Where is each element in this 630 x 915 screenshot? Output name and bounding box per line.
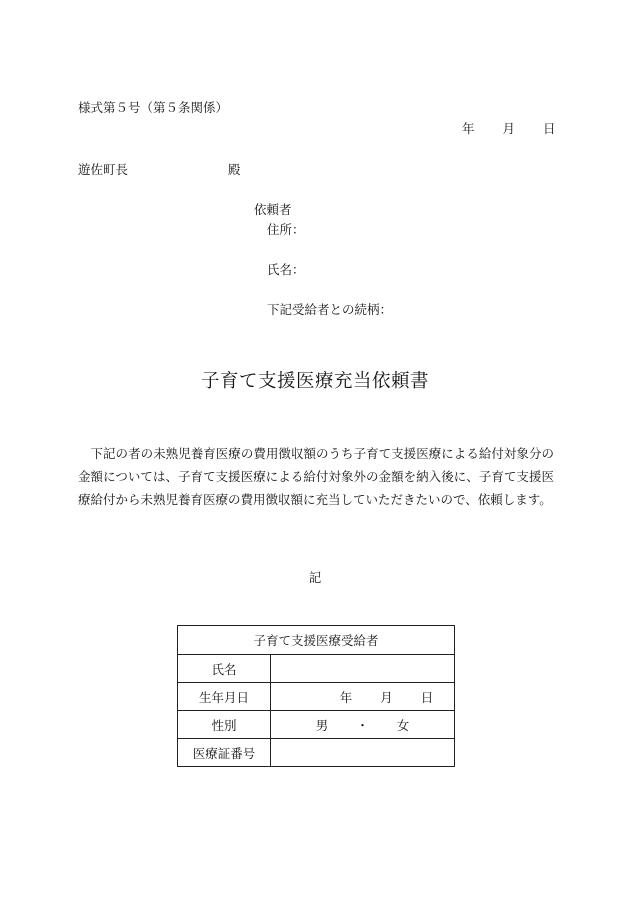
name-label: 氏名 bbox=[178, 655, 271, 683]
requester-name-label: 氏名： bbox=[267, 262, 305, 277]
date-line bbox=[462, 121, 556, 137]
addressee bbox=[78, 162, 241, 178]
insurance-number-label: 医療証番号 bbox=[178, 739, 271, 767]
date-month: 月 bbox=[502, 121, 516, 136]
table-row-gender bbox=[178, 711, 455, 739]
table-row-insurance bbox=[178, 739, 455, 767]
dob-day: 日 bbox=[420, 689, 434, 705]
addressee-honorific: 殿 bbox=[228, 162, 241, 177]
requester-address-label: 住所： bbox=[267, 222, 305, 237]
table-header: 子育て支援医療受給者 bbox=[178, 626, 455, 655]
dob-value-cell[interactable] bbox=[271, 683, 455, 711]
gender-value-cell[interactable] bbox=[271, 711, 455, 739]
name-value-cell[interactable] bbox=[271, 655, 455, 683]
table-row-name bbox=[178, 655, 455, 683]
gender-separator: ・ bbox=[356, 717, 369, 733]
gender-male[interactable]: 男 bbox=[315, 717, 329, 733]
table-row-dob bbox=[178, 683, 455, 711]
requester-heading: 依頼者 bbox=[254, 202, 292, 217]
addressee-title: 遊佐町長 bbox=[78, 162, 129, 177]
document-title: 子育て支援医療充当依頼書 bbox=[200, 371, 429, 392]
recipient-table bbox=[177, 625, 455, 767]
request-body-text: 下記の者の未熟児養育医療の費用徴収額のうち子育て支援医療による給付対象分の金額については、子育て支援医療による給付対象外の金額を納入後に、子育て支援医療給付から未熟児養育医療の費用徴収額に充当していただきたいので、依頼します。 bbox=[78, 446, 554, 507]
dob-year: 年 bbox=[339, 689, 353, 705]
ki-marker: 記 bbox=[308, 570, 322, 585]
dob-label: 生年月日 bbox=[178, 683, 271, 711]
form-number-label: 様式第５号（第５条関係） bbox=[78, 100, 229, 115]
requester-relation-label: 下記受給者との続柄： bbox=[267, 302, 393, 317]
insurance-number-cell[interactable] bbox=[271, 739, 455, 767]
table-header-row bbox=[178, 626, 455, 655]
date-day: 日 bbox=[543, 121, 556, 136]
date-year: 年 bbox=[462, 121, 475, 136]
gender-female[interactable]: 女 bbox=[396, 717, 410, 733]
gender-label: 性別 bbox=[178, 711, 271, 739]
dob-month: 月 bbox=[380, 689, 393, 705]
